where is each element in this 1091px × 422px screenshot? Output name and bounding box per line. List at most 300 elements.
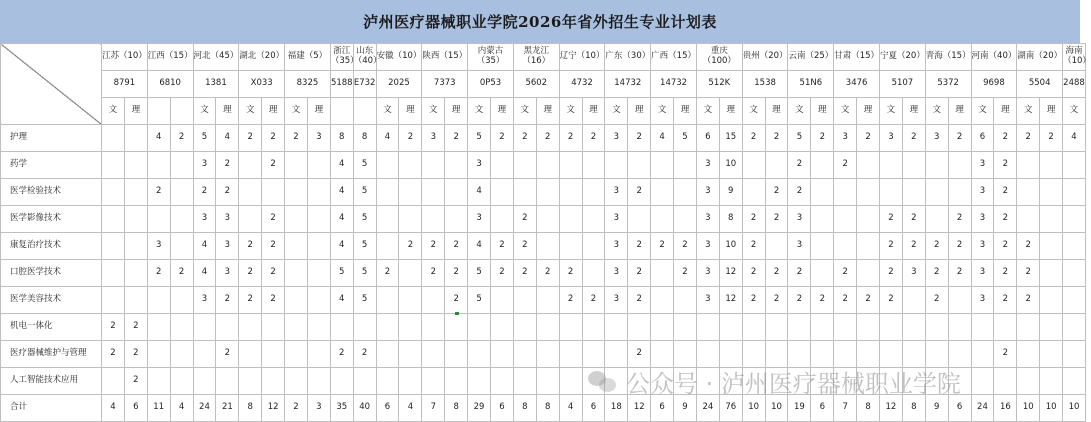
quota-cell <box>422 341 445 368</box>
quota-cell <box>399 152 422 179</box>
table-row <box>1 287 1086 314</box>
quota-cell <box>742 368 765 395</box>
province-header: 山东（40） <box>353 44 376 71</box>
quota-cell <box>353 368 376 395</box>
subject-type-cell: 理 <box>124 98 147 125</box>
quota-cell <box>490 368 513 395</box>
quota-cell <box>1040 260 1063 287</box>
quota-cell: 3 <box>834 125 857 152</box>
quota-cell: 4 <box>216 125 239 152</box>
quota-cell <box>925 368 948 395</box>
quota-cell: 2 <box>124 314 147 341</box>
total-cell: 40 <box>353 395 376 422</box>
quota-cell <box>674 179 697 206</box>
quota-cell: 12 <box>719 287 742 314</box>
quota-cell: 2 <box>124 368 147 395</box>
quota-cell: 5 <box>468 260 491 287</box>
major-name: 口腔医学技术 <box>1 260 102 287</box>
quota-cell <box>1063 179 1086 206</box>
quota-cell <box>170 179 193 206</box>
quota-cell: 2 <box>193 179 216 206</box>
subject-type-cell: 理 <box>399 98 422 125</box>
quota-cell <box>674 152 697 179</box>
quota-cell <box>193 314 216 341</box>
quota-cell <box>330 314 353 341</box>
total-cell: 21 <box>216 395 239 422</box>
quota-cell <box>628 368 651 395</box>
quota-cell: 2 <box>994 287 1017 314</box>
quota-cell <box>376 287 399 314</box>
subject-type-cell: 文 <box>559 98 582 125</box>
quota-cell <box>147 341 170 368</box>
province-code: 5602 <box>513 71 559 98</box>
province-code: 5188 <box>330 71 353 98</box>
quota-cell <box>147 368 170 395</box>
quota-cell <box>307 179 330 206</box>
quota-cell <box>628 206 651 233</box>
subject-type-cell: 文 <box>651 98 674 125</box>
quota-cell: 2 <box>216 287 239 314</box>
quota-cell: 5 <box>353 287 376 314</box>
total-cell: 6 <box>582 395 605 422</box>
quota-cell <box>925 314 948 341</box>
subject-type-cell: 文 <box>788 98 811 125</box>
quota-cell <box>674 287 697 314</box>
subject-type-cell: 理 <box>536 98 559 125</box>
quota-cell <box>1063 233 1086 260</box>
quota-cell <box>285 368 308 395</box>
quota-cell <box>742 341 765 368</box>
quota-cell: 2 <box>559 125 582 152</box>
quota-cell <box>834 314 857 341</box>
quota-cell <box>307 368 330 395</box>
quota-cell <box>880 179 903 206</box>
quota-cell <box>536 341 559 368</box>
quota-cell <box>902 179 925 206</box>
subject-type-cell: 文 <box>285 98 308 125</box>
quota-cell <box>628 314 651 341</box>
quota-cell <box>536 368 559 395</box>
quota-cell <box>742 314 765 341</box>
quota-cell <box>948 287 971 314</box>
quota-cell: 2 <box>925 287 948 314</box>
quota-cell <box>971 341 994 368</box>
quota-cell: 2 <box>262 206 285 233</box>
quota-cell <box>765 314 788 341</box>
quota-cell: 4 <box>330 152 353 179</box>
quota-cell <box>811 260 834 287</box>
total-cell: 24 <box>193 395 216 422</box>
quota-cell: 2 <box>285 125 308 152</box>
quota-cell <box>124 125 147 152</box>
quota-cell <box>193 368 216 395</box>
quota-cell: 3 <box>971 206 994 233</box>
quota-cell <box>170 341 193 368</box>
quota-cell: 2 <box>490 260 513 287</box>
quota-cell <box>811 314 834 341</box>
quota-cell: 2 <box>788 179 811 206</box>
quota-cell <box>147 152 170 179</box>
quota-cell: 2 <box>994 233 1017 260</box>
subject-type-cell: 理 <box>582 98 605 125</box>
province-code: 0P53 <box>468 71 514 98</box>
quota-cell <box>422 206 445 233</box>
quota-cell: 2 <box>628 233 651 260</box>
quota-cell: 2 <box>262 260 285 287</box>
quota-cell: 5 <box>330 260 353 287</box>
quota-cell <box>399 179 422 206</box>
quota-cell <box>536 233 559 260</box>
subject-type-cell: 理 <box>445 98 468 125</box>
quota-cell <box>239 368 262 395</box>
quota-cell: 4 <box>193 233 216 260</box>
quota-cell <box>170 206 193 233</box>
province-header: 安徽（10） <box>376 44 422 71</box>
quota-cell <box>605 368 628 395</box>
quota-cell: 2 <box>674 233 697 260</box>
quota-cell <box>1040 287 1063 314</box>
quota-cell: 3 <box>788 206 811 233</box>
province-code: 5107 <box>880 71 926 98</box>
header-diagonal-cell <box>1 44 102 125</box>
quota-cell: 2 <box>994 206 1017 233</box>
quota-cell: 3 <box>422 125 445 152</box>
quota-cell: 4 <box>468 179 491 206</box>
province-header: 江西（15） <box>147 44 193 71</box>
quota-cell: 2 <box>742 233 765 260</box>
quota-cell <box>490 314 513 341</box>
province-code: 51N6 <box>788 71 834 98</box>
quota-cell <box>399 260 422 287</box>
quota-cell: 10 <box>719 152 742 179</box>
subject-type-cell: 文 <box>834 98 857 125</box>
quota-cell <box>399 287 422 314</box>
quota-cell: 4 <box>376 125 399 152</box>
quota-cell <box>307 152 330 179</box>
quota-cell <box>1063 260 1086 287</box>
total-label: 合计 <box>1 395 102 422</box>
quota-cell <box>1017 314 1040 341</box>
quota-cell: 2 <box>948 233 971 260</box>
quota-cell <box>605 152 628 179</box>
quota-cell <box>994 314 1017 341</box>
quota-cell <box>285 152 308 179</box>
total-cell: 4 <box>559 395 582 422</box>
quota-cell: 2 <box>445 125 468 152</box>
quota-cell: 2 <box>1040 125 1063 152</box>
quota-cell <box>307 260 330 287</box>
quota-cell <box>376 179 399 206</box>
subject-type-cell: 文 <box>239 98 262 125</box>
total-cell: 7 <box>422 395 445 422</box>
quota-cell: 2 <box>994 125 1017 152</box>
province-code: 3476 <box>834 71 880 98</box>
quota-cell: 4 <box>468 233 491 260</box>
quota-cell <box>1017 179 1040 206</box>
quota-cell <box>857 206 880 233</box>
quota-cell <box>559 233 582 260</box>
total-cell: 4 <box>102 395 125 422</box>
page-title: 泸州医疗器械职业学院2026年省外招生专业计划表 <box>0 0 1080 44</box>
quota-cell: 2 <box>239 233 262 260</box>
quota-cell <box>239 152 262 179</box>
quota-cell <box>925 341 948 368</box>
quota-cell: 6 <box>696 125 719 152</box>
province-code: 5372 <box>925 71 971 98</box>
province-code: 4732 <box>559 71 605 98</box>
quota-cell <box>170 287 193 314</box>
quota-cell: 5 <box>193 125 216 152</box>
table-row <box>1 260 1086 287</box>
quota-cell <box>216 314 239 341</box>
total-cell: 8 <box>445 395 468 422</box>
province-code: 14732 <box>651 71 697 98</box>
quota-cell <box>582 260 605 287</box>
major-name: 医学影像技术 <box>1 206 102 233</box>
quota-cell <box>857 368 880 395</box>
subject-type-cell: 理 <box>1040 98 1063 125</box>
quota-cell <box>811 206 834 233</box>
quota-cell <box>513 341 536 368</box>
quota-cell: 2 <box>925 260 948 287</box>
quota-cell <box>513 287 536 314</box>
quota-cell <box>399 341 422 368</box>
subject-type-cell: 理 <box>216 98 239 125</box>
quota-cell <box>124 233 147 260</box>
quota-cell: 2 <box>628 179 651 206</box>
subject-type-cell: 文 <box>696 98 719 125</box>
quota-cell: 3 <box>605 287 628 314</box>
quota-cell <box>605 314 628 341</box>
quota-cell <box>307 314 330 341</box>
quota-cell <box>102 125 125 152</box>
quota-cell <box>124 152 147 179</box>
quota-cell <box>902 368 925 395</box>
quota-cell: 2 <box>765 206 788 233</box>
quota-cell <box>536 287 559 314</box>
quota-cell <box>285 233 308 260</box>
total-cell: 12 <box>262 395 285 422</box>
subject-type-cell: 文 <box>193 98 216 125</box>
quota-cell: 3 <box>696 206 719 233</box>
quota-cell: 2 <box>216 341 239 368</box>
quota-cell: 2 <box>788 152 811 179</box>
quota-cell <box>948 152 971 179</box>
quota-cell: 3 <box>468 152 491 179</box>
table-row <box>1 314 1086 341</box>
subject-type-cell: 文 <box>605 98 628 125</box>
quota-cell: 2 <box>559 287 582 314</box>
quota-cell: 3 <box>696 179 719 206</box>
quota-cell: 2 <box>445 233 468 260</box>
province-header: 湖北（20） <box>239 44 285 71</box>
total-cell: 24 <box>696 395 719 422</box>
quota-cell <box>170 233 193 260</box>
quota-cell <box>1063 341 1086 368</box>
quota-cell <box>170 314 193 341</box>
quota-cell <box>765 152 788 179</box>
quota-cell <box>376 368 399 395</box>
quota-cell: 2 <box>994 341 1017 368</box>
quota-cell: 2 <box>262 287 285 314</box>
quota-cell <box>307 206 330 233</box>
cell-marker <box>455 312 459 315</box>
quota-cell <box>445 368 468 395</box>
quota-cell: 4 <box>330 206 353 233</box>
total-cell: 6 <box>124 395 147 422</box>
quota-cell: 3 <box>971 287 994 314</box>
total-cell: 8 <box>857 395 880 422</box>
quota-cell: 4 <box>330 287 353 314</box>
quota-cell: 4 <box>651 125 674 152</box>
quota-cell <box>1040 368 1063 395</box>
quota-cell <box>880 341 903 368</box>
subject-type-cell: 理 <box>674 98 697 125</box>
quota-cell <box>216 368 239 395</box>
quota-cell <box>536 206 559 233</box>
quota-cell: 5 <box>788 125 811 152</box>
quota-cell <box>468 341 491 368</box>
table-row <box>1 152 1086 179</box>
quota-cell: 5 <box>353 260 376 287</box>
quota-cell <box>262 179 285 206</box>
province-code: X033 <box>239 71 285 98</box>
quota-cell: 3 <box>605 179 628 206</box>
quota-cell: 2 <box>262 125 285 152</box>
subject-type-cell: 理 <box>628 98 651 125</box>
quota-cell <box>902 314 925 341</box>
subject-type-cell <box>170 98 193 125</box>
subject-type-cell: 文 <box>742 98 765 125</box>
subject-type-cell: 理 <box>765 98 788 125</box>
quota-cell: 2 <box>330 341 353 368</box>
quota-cell: 2 <box>628 341 651 368</box>
quota-cell <box>422 368 445 395</box>
quota-cell: 2 <box>765 125 788 152</box>
total-cell: 24 <box>971 395 994 422</box>
quota-cell <box>834 179 857 206</box>
quota-cell <box>651 260 674 287</box>
province-header: 广东（30） <box>605 44 651 71</box>
province-code: 2488 <box>1063 71 1086 98</box>
province-header: 辽宁（10） <box>559 44 605 71</box>
major-name: 医疗器械维护与管理 <box>1 341 102 368</box>
quota-cell: 4 <box>193 260 216 287</box>
province-code: 14732 <box>605 71 651 98</box>
quota-cell: 5 <box>353 179 376 206</box>
quota-cell <box>399 206 422 233</box>
quota-cell <box>971 314 994 341</box>
quota-cell <box>262 368 285 395</box>
quota-cell <box>651 368 674 395</box>
quota-cell <box>948 179 971 206</box>
quota-cell: 2 <box>834 260 857 287</box>
quota-cell <box>490 287 513 314</box>
quota-cell: 9 <box>719 179 742 206</box>
province-header: 海南（10） <box>1063 44 1086 71</box>
quota-cell <box>513 368 536 395</box>
watermark-text: 公众号 · 泸州医疗器械职业学院 <box>626 370 961 398</box>
quota-cell <box>651 341 674 368</box>
subject-type-cell: 理 <box>719 98 742 125</box>
enrollment-plan-table <box>0 43 1091 422</box>
province-header: 福建（5） <box>285 44 331 71</box>
quota-cell: 2 <box>239 125 262 152</box>
province-code: 6810 <box>147 71 193 98</box>
quota-cell: 3 <box>193 206 216 233</box>
quota-cell <box>765 233 788 260</box>
quota-cell: 5 <box>353 206 376 233</box>
quota-cell: 5 <box>468 125 491 152</box>
quota-cell: 8 <box>330 125 353 152</box>
quota-cell <box>445 341 468 368</box>
quota-cell: 2 <box>880 287 903 314</box>
quota-cell <box>719 314 742 341</box>
province-code: 1381 <box>193 71 239 98</box>
quota-cell: 2 <box>216 179 239 206</box>
quota-cell: 2 <box>651 233 674 260</box>
quota-cell <box>285 179 308 206</box>
quota-cell: 3 <box>605 260 628 287</box>
quota-cell <box>1040 179 1063 206</box>
quota-cell: 2 <box>445 287 468 314</box>
quota-cell: 3 <box>696 152 719 179</box>
province-code: E732 <box>353 71 376 98</box>
quota-cell <box>651 206 674 233</box>
major-name: 人工智能技术应用 <box>1 368 102 395</box>
quota-cell <box>1063 206 1086 233</box>
quota-cell: 2 <box>811 125 834 152</box>
quota-cell: 2 <box>811 287 834 314</box>
quota-cell <box>102 287 125 314</box>
province-code: 512K <box>696 71 742 98</box>
quota-cell: 2 <box>582 287 605 314</box>
quota-cell: 5 <box>353 152 376 179</box>
major-name: 康复治疗技术 <box>1 233 102 260</box>
quota-cell <box>582 368 605 395</box>
quota-cell: 3 <box>147 233 170 260</box>
quota-cell <box>582 233 605 260</box>
subject-type-cell: 文 <box>925 98 948 125</box>
province-header: 河南（40） <box>971 44 1017 71</box>
quota-cell: 2 <box>925 233 948 260</box>
subject-type-cell <box>353 98 376 125</box>
quota-cell: 2 <box>513 206 536 233</box>
quota-cell <box>147 314 170 341</box>
quota-cell <box>1017 341 1040 368</box>
total-cell: 6 <box>651 395 674 422</box>
quota-cell: 2 <box>376 260 399 287</box>
quota-cell: 2 <box>513 233 536 260</box>
quota-cell <box>445 179 468 206</box>
quota-cell: 2 <box>788 287 811 314</box>
quota-cell: 2 <box>239 260 262 287</box>
quota-cell: 5 <box>353 233 376 260</box>
province-header: 重庆（100） <box>696 44 742 71</box>
province-header: 贵州（20） <box>742 44 788 71</box>
quota-cell: 2 <box>147 179 170 206</box>
province-header: 云南（25） <box>788 44 834 71</box>
quota-cell <box>857 152 880 179</box>
total-cell: 6 <box>490 395 513 422</box>
subject-type-cell: 文 <box>1063 98 1086 125</box>
quota-cell <box>102 368 125 395</box>
quota-cell: 2 <box>262 152 285 179</box>
quota-cell <box>1063 287 1086 314</box>
quota-cell <box>1017 152 1040 179</box>
quota-cell <box>674 368 697 395</box>
quota-cell <box>285 260 308 287</box>
